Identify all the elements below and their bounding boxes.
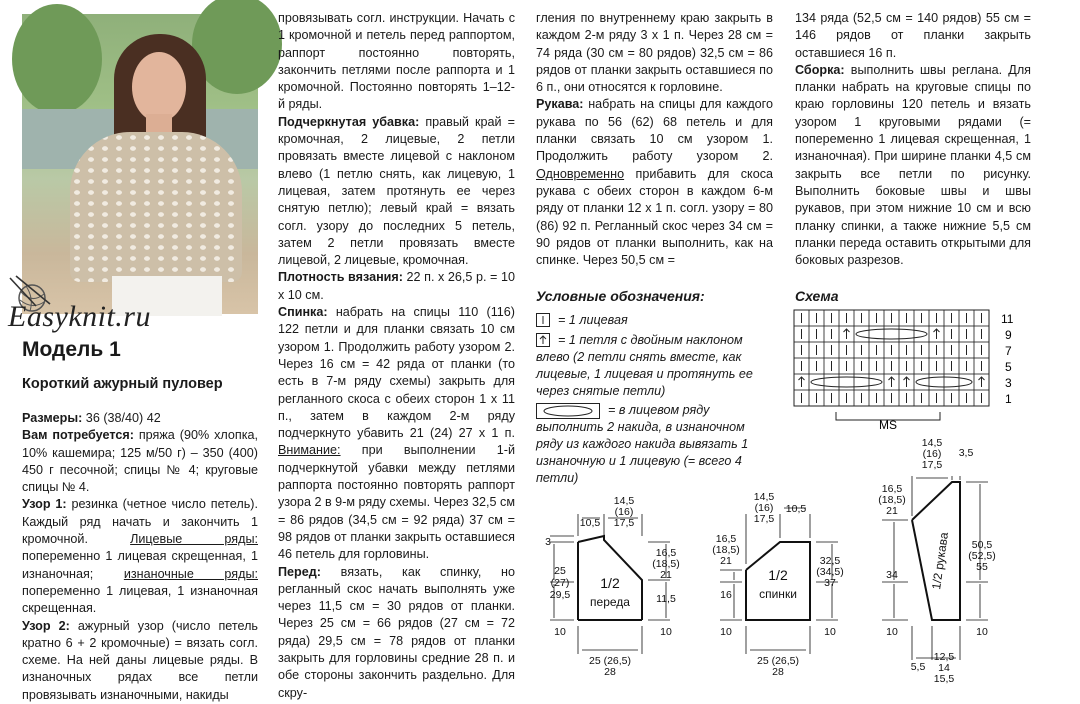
sleeve-top-1: 14,5 [921,437,943,449]
front-continued: гления по внутреннему краю закрыть в каждом 2-м ряду 3 x 1 п. Через 28 см = 74 ряда (30 см = 80 рядов) 32,5 см = 86 рядов от планки закрыть оставшиеся по 6 п., они относятся к горловине. [536,11,773,95]
sizes-paragraph: Размеры: 36 (38/40) 42 [22,411,161,425]
chart-row-label: 5 [1005,360,1012,374]
sleeve-top-2: (16) [922,448,942,460]
chart-row-label: 7 [1005,344,1012,358]
back-left-10: 10 [720,626,732,638]
materials-paragraph: Вам потребуется: пряжа (90% хлопка, 10% кашемира; 125 м/50 г) – 350 (400) 450 г песочной; спицы № 4; круговые спицы № 4. [22,428,259,495]
chart-row-label: 9 [1005,328,1012,342]
sleeve-left-34: 34 [886,569,898,581]
back-top-right: 10,5 [785,503,807,515]
back-label-fraction: 1/2 [768,567,788,583]
column-4 [795,10,1031,269]
front-height-2: (27) [550,577,570,589]
back-raglan-2: (18,5) [712,544,740,556]
back-height-2: (34,5) [816,566,844,578]
sleeve-label: 1/2 рукава [929,531,951,591]
chart-row-label: 3 [1005,376,1012,390]
front-bottom-1: 25 (26,5) [588,655,632,667]
back-right-10: 10 [824,626,836,638]
front-height-1: 25 [554,565,566,577]
schema-title: Схема [795,288,839,304]
back-height-3: 37 [824,577,836,589]
front-raglan-2: (18,5) [652,558,680,570]
back-top-3: 17,5 [753,513,775,525]
legend-title: Условные обозначения: [536,288,705,304]
back-top-2: (16) [754,502,774,514]
sleeve-raglan-3: 21 [886,505,898,517]
front-top-2: (16) [614,506,634,518]
back-label: спинки [759,587,797,601]
pattern-2-continued: провязывать согл. инструкции. Начать с 1 кромочной и петель перед раппортом, раппорт постоянно повторять, закончить петлями после раппорта и 1 кромочной. Постоянно повторять 1–12-й ряды. [278,11,515,112]
back-height-1: 32,5 [819,555,841,567]
front-height-3: 29,5 [549,589,571,601]
assembly-paragraph: Сборка: выполнить швы реглана. Для планки набрать на круговые спицы по краю горловины 120 петель и вязать узором 1 круговыми рядами (= попеременно 1 лицевая скрещенная, 1 изнаночная). При ширине планки 4,5 см закрыть все петли по рисунку. Выполнить боковые швы и швы рукавов, при этом нижние 10 см и всю планку спинки, а также нижние 5,5 см планки переда оставить открытыми для боковых разрезов. [795,62,1031,268]
front-top-1: 14,5 [613,495,635,507]
back-left-16: 16 [720,589,732,601]
sleeve-raglan-2: (18,5) [878,494,906,506]
column-1 [22,410,258,704]
chart-row-label: 11 [1001,312,1014,326]
back-raglan-3: 21 [720,555,732,567]
front-left-10: 10 [554,626,566,638]
stitch-chart [792,308,1032,433]
legend-item-2: = 1 петля с двойным наклоном влево (2 петли снять вместе, как лицевые, 1 лицевая и протянуть ее через снятые петли) [536,333,753,398]
column-3 [536,10,773,269]
sleeve-bottom-3: 15,5 [933,673,955,685]
back-top-1: 14,5 [753,491,775,503]
model-photo [22,14,258,314]
chart-row-label: 1 [1005,392,1012,406]
front-paragraph: Перед: вязать, как спинку, но регланный скос начать выполнять уже через 11,5 см = 30 рядов от планки. Через 25 см = 66 рядов (27 см = 72 ряда) 29,5 см = 78 рядов от планки закрыть для горловины средние 28 п. и обе стороны закончить раздельно. Для скру- [278,564,515,700]
column-2 [278,10,515,702]
front-right-115: 11,5 [656,593,676,605]
front-raglan-1: 16,5 [655,547,677,559]
sleeve-right-10: 10 [976,626,988,638]
sleeve-bottom-1: 12,5 [933,651,955,663]
back-bottom-1: 25 (26,5) [756,655,800,667]
back-bottom-2: 28 [772,666,784,678]
front-bottom-2: 28 [604,666,616,678]
sleeve-top-3: 17,5 [921,459,943,471]
sleeve-height-3: 55 [976,561,988,573]
sleeve-top-right: 3,5 [958,447,974,459]
sleeve-height-1: 50,5 [971,539,993,551]
density-paragraph: Плотность вязания: 22 п. x 26,5 р. = 10 x 10 см. [278,270,515,302]
legend-item-3: = в лицевом ряду выполнить 2 накида, в изнаночном ряду из каждого накида вывязать 1 изнаночную и 1 лицевую (= всего 4 петли) [536,403,749,485]
sleeve-left-10: 10 [886,626,898,638]
knit-stitch-symbol-icon [536,313,550,327]
sleeve-bottom-left: 5,5 [910,661,926,673]
model-title: Модель 1 [22,338,121,361]
front-left-3: 3 [545,536,551,548]
sleeve-height-2: (52,5) [968,550,996,562]
front-label-fraction: 1/2 [600,575,620,591]
model-subtitle: Короткий ажурный пуловер [22,376,223,392]
rapport-label: MS [879,418,897,432]
back-raglan-1: 16,5 [715,533,737,545]
pattern-2-paragraph: Узор 2: ажурный узор (число петель кратно 6 + 2 кромочные) = вязать согл. схеме. На ней даны лицевые ряды. В изнаночных рядах все петли провязывать изнаночными, накиды [22,618,258,702]
front-right-10: 10 [660,626,672,638]
legend-item-1: = 1 лицевая [558,313,628,327]
sleeves-paragraph: Рукава: набрать на спицы для каждого рукава по 56 (62) 68 петель и для планки связать 10 см узором 1. Продолжить работу узором 2. Одновременно прибавить для скоса рукава с обеих сторон в каждом 6-м ряду от планки 12 x 1 п. согл. узору = 80 (86) 92 п. Регланный скос через 34 см = 90 рядов от планки выполнить, как на спинке. Через 50,5 см = [536,97,773,268]
decrease-paragraph: Подчеркнутая убавка: правый край = кромочная, 2 лицевые, 2 петли провязать вместе лицевой с наклоном влево (1 петлю снять, как лицевую, 1 лицевая, затем протянуть ее через снятую петлю); левый край = вязать согл. узору до последних 5 петель, затем 2 петли провязать вместе лицевой, 2 лицевые, кромочная. [278,114,516,268]
pattern-1-paragraph: Узор 1: резинка (четное число петель). Каждый ряд начать и закончить 1 кромочной. Лицевые ряды: попеременно 1 лицевая скрещенная, 1 изнаночная; изнаночные ряды: попеременно 1 лицевая, 1 изнаночная скрещенная. [22,497,258,616]
front-top-3: 17,5 [613,517,635,529]
sleeve-raglan-1: 16,5 [881,483,903,495]
sleeves-continued: 134 ряда (52,5 см = 140 рядов) 55 см = 146 рядов от планки закрыть оставшиеся 16 п. [795,11,1031,60]
front-left-top: 10,5 [579,517,601,529]
back-paragraph: Спинка: набрать на спицы 110 (116) 122 петли и для планки связать 10 см узором 1. Продолжить работу узором 2. Через 16 см = 42 ряда от планки (то есть в 7-м ряду схемы) закрыть для регланного скоса с обеих сторон 1 x 11 п., затем в каждом 2-м ряду подчеркнуто убавить 21 (24) 27 x 1 п. Внимание: при выполнении 1-й подчеркнутой убавки между петлями раппорта постоянно повторять раппорт узора 2 в 9-м ряду схемы. Через 32,5 см = 86 рядов (34,5 см = 92 ряда) 37 см = 98 рядов от планки закрыть оставшиеся 46 петель для горловины. [278,305,515,562]
site-logo: Easyknit.ru [8,300,151,333]
front-label: переда [590,595,630,609]
front-raglan-3: 21 [660,569,672,581]
sleeve-bottom-2: 14 [938,662,950,674]
